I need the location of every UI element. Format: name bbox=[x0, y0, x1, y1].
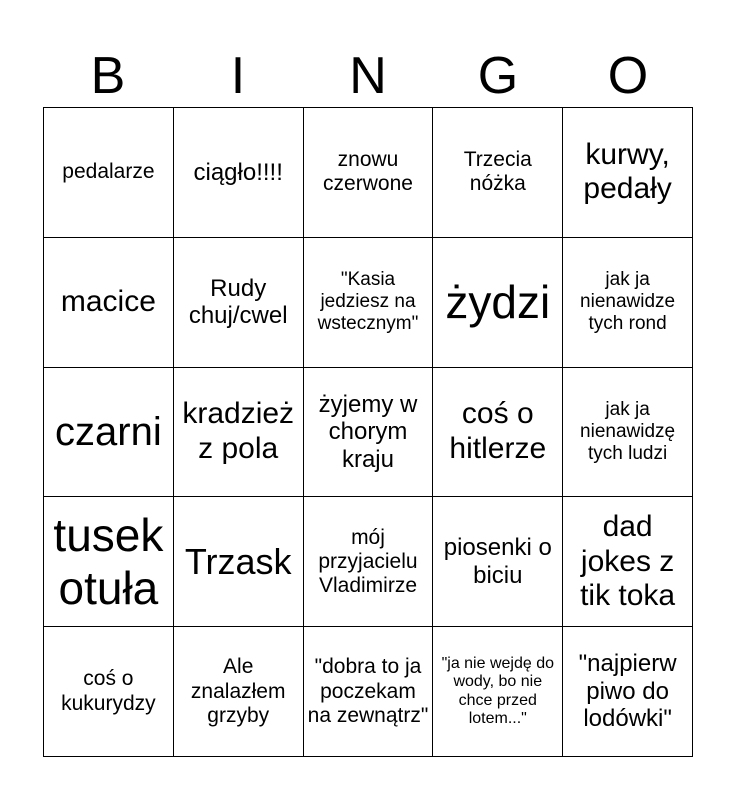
bingo-cell[interactable]: Trzecia nóżka bbox=[433, 108, 563, 238]
bingo-grid bbox=[43, 107, 693, 757]
header-letter-b: B bbox=[90, 47, 126, 105]
header-letter-g: G bbox=[477, 47, 519, 105]
bingo-cell[interactable]: "dobra to ja poczekam na zewnątrz" bbox=[304, 627, 434, 757]
bingo-header bbox=[43, 44, 693, 108]
bingo-cell[interactable]: piosenki o biciu bbox=[433, 497, 563, 627]
bingo-cell[interactable]: znowu czerwone bbox=[304, 108, 434, 238]
bingo-cell[interactable]: macice bbox=[44, 238, 174, 368]
bingo-cell[interactable]: mój przyjacielu Vladimirze bbox=[304, 497, 434, 627]
bingo-cell[interactable]: pedalarze bbox=[44, 108, 174, 238]
header-letter-n: N bbox=[349, 47, 387, 105]
bingo-cell[interactable]: jak ja nienawidze tych rond bbox=[563, 238, 693, 368]
bingo-cell[interactable]: kradzież z pola bbox=[174, 368, 304, 498]
bingo-cell[interactable]: kurwy, pedały bbox=[563, 108, 693, 238]
header-letter-i: I bbox=[230, 47, 246, 105]
bingo-cell[interactable]: "najpierw piwo do lodówki" bbox=[563, 627, 693, 757]
bingo-cell[interactable]: "Kasia jedziesz na wstecznym" bbox=[304, 238, 434, 368]
bingo-cell[interactable]: Rudy chuj/cwel bbox=[174, 238, 304, 368]
bingo-cell[interactable]: coś o hitlerze bbox=[433, 368, 563, 498]
bingo-cell[interactable]: jak ja nienawidzę tych ludzi bbox=[563, 368, 693, 498]
bingo-cell[interactable]: żyjemy w chorym kraju bbox=[304, 368, 434, 498]
bingo-cell[interactable]: dad jokes z tik toka bbox=[563, 497, 693, 627]
bingo-cell[interactable]: Ale znalazłem grzyby bbox=[174, 627, 304, 757]
bingo-cell[interactable]: coś o kukurydzy bbox=[44, 627, 174, 757]
header-letter-o: O bbox=[607, 47, 649, 105]
bingo-cell[interactable]: Trzask bbox=[174, 497, 304, 627]
bingo-cell[interactable]: ciągło!!!! bbox=[174, 108, 304, 238]
bingo-cell[interactable]: "ja nie wejdę do wody, bo nie chce przed lotem..." bbox=[433, 627, 563, 757]
bingo-cell[interactable]: czarni bbox=[44, 368, 174, 498]
bingo-cell[interactable]: żydzi bbox=[433, 238, 563, 368]
bingo-cell[interactable]: tusek otuła bbox=[44, 497, 174, 627]
